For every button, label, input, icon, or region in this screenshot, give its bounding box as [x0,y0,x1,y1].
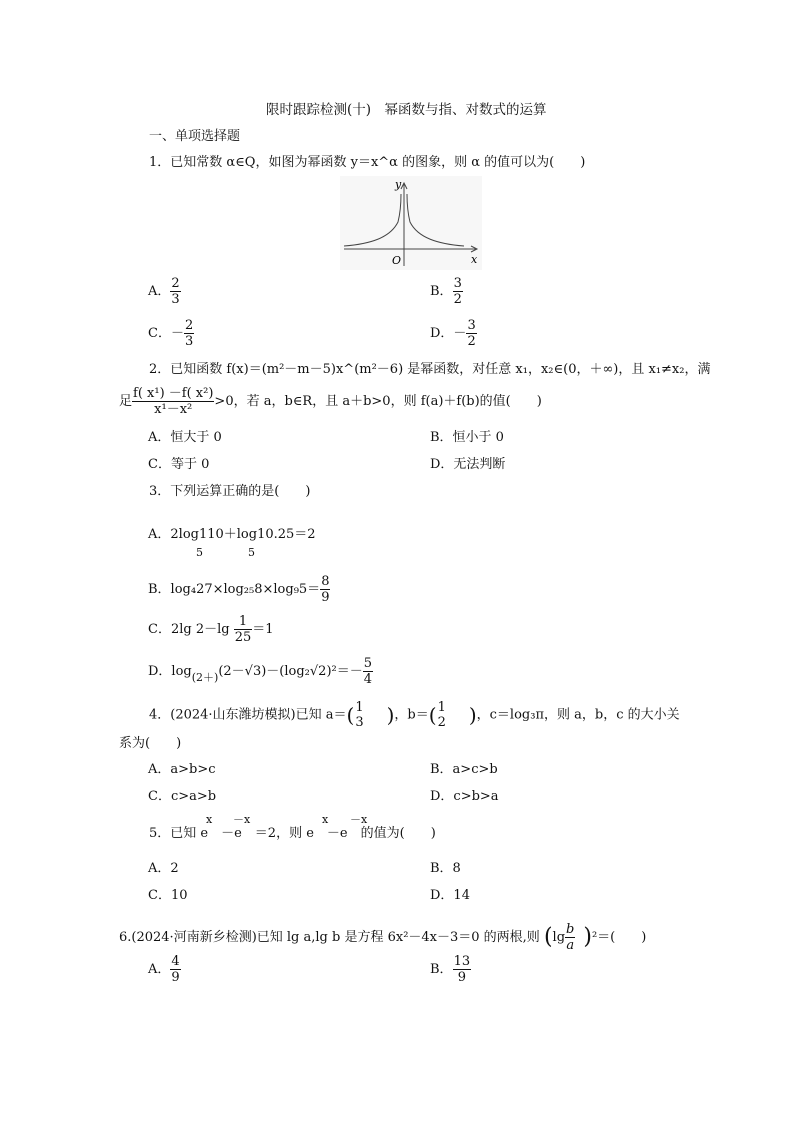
q1-d-num: 3 [467,318,476,333]
q6-option-b [430,954,471,985]
q2-option-b: B．恒小于 0 [430,430,504,445]
q2-option-c: C．等于 0 [148,457,210,472]
q3-b-den: 9 [321,590,330,605]
q3-c-post: ＝1 [252,622,274,637]
q3-option-d [148,656,373,687]
section-heading: 一、单项选择题 [149,129,241,144]
q1-option-c-prefix: C．－ [148,326,184,341]
q4-option-a: A．a>b>c [148,762,216,777]
q2-option-d: D．无法判断 [430,457,506,472]
q4-a-paren-open: ( [346,703,355,727]
q1-option-b-prefix: B． [430,284,453,299]
q3-d-fraction [363,656,373,687]
question-6-stem [119,922,646,953]
q3-a-subscript-2: 5 [248,546,255,559]
q6-a-num: 4 [171,954,180,969]
q3-b-text: B．log₄27×log₂₅8×log₉5＝ [148,582,321,597]
q4-b-fraction [437,700,447,730]
q6-option-b-fraction [453,954,472,985]
q5-expr1: e －e ＝2，则 [200,826,303,841]
question-5-stem [149,826,436,842]
q3-b-fraction [320,574,330,605]
q1-option-c [148,318,194,349]
q2-frac-den: x¹－x² [154,402,193,417]
q3-c-den: 25 [234,630,252,645]
q3-c-num: 1 [234,614,253,630]
q6-tail: ²＝( ) [591,930,647,945]
q4-option-b: B．a>c>b [430,762,498,777]
q3-d-subscript: (2＋) [191,671,219,684]
q5-expr2: e －e 的值为( ) [306,826,436,841]
q1-option-d-prefix: D．－ [430,326,467,341]
q6-option-a [148,954,181,985]
q1-option-d-fraction [466,318,476,349]
q2-frac-num: f( x¹) －f( x²) [133,386,214,401]
q6-frac-den: a [566,938,575,953]
q1-b-num: 3 [453,276,462,291]
q2-fraction [132,386,214,417]
question-4-line2: 系为( ) [119,736,182,751]
q5-option-c: C．10 [148,888,188,903]
q4-b-den: 2 [437,715,446,730]
q3-option-b [148,574,330,605]
q5-sup-negx-1: －x [233,813,251,826]
q5-sup-negx-2: －x [350,813,368,826]
q4-option-c: C．c>a>b [148,789,217,804]
q5-pre: 5．已知 [149,826,197,841]
q6-b-den: 9 [457,970,466,985]
q6-paren-open: ( [543,924,553,950]
q5-option-a: A．2 [148,861,179,876]
question-2-line2 [119,386,542,417]
graph-origin-label: O [392,254,402,267]
q6-option-a-prefix: A． [148,962,171,977]
q4-option-d: D．c>b>a [430,789,499,804]
q3-a-subscript-1: 5 [196,546,203,559]
q3-d-num: 5 [363,656,373,671]
q1-option-c-fraction [184,318,194,349]
q1-a-num: 2 [171,276,180,291]
q4-line1-post: ，c＝log₃π，则 a，b，c 的大小关 [476,707,680,723]
q6-fraction [565,922,575,953]
q5-sup-x-2: x [322,813,329,826]
q4-a-den: 3 [355,715,364,730]
q4-a-num: 1 [355,700,364,715]
q5-option-b: B．8 [430,861,461,876]
q4-b-num: 1 [437,700,446,715]
q3-d-den: 4 [363,672,373,687]
q3-c-fraction [234,614,253,645]
q6-b-num: 13 [453,954,471,969]
q1-c-num: 2 [184,318,194,333]
q3-d-pre: D．log [148,664,192,679]
q6-frac-num: b [566,922,575,937]
q1-a-den: 3 [171,292,180,307]
q2-option-a: A．恒大于 0 [148,430,222,445]
q2-line2-pre: 足 [119,394,133,409]
power-function-graph [340,176,482,270]
q4-line1-pre: 4．(2024·山东潍坊模拟)已知 a＝ [149,707,347,723]
q6-option-b-prefix: B． [430,962,453,977]
q4-b-paren-open: ( [428,703,437,727]
q5-option-d: D．14 [430,888,470,903]
q6-a-den: 9 [171,970,180,985]
q3-c-pre: C．2lg 2－lg [148,622,230,637]
q1-option-b-fraction [453,276,463,307]
q1-option-b [430,276,463,307]
q1-option-a-prefix: A． [148,284,171,299]
q3-option-a: A．2log110＋log10.25＝2 [148,527,316,542]
q1-b-den: 2 [453,292,462,307]
q1-option-d [430,318,477,349]
graph-x-label: x [471,253,478,266]
q6-lg: lg [552,930,566,945]
question-2-line1: 2．已知函数 f(x)＝(m²－m－5)x^(m²－6) 是幂函数，对任意 x₁，x₂∈(0，＋∞)，且 x₁≠x₂，满 [149,362,711,377]
question-3-stem: 3．下列运算正确的是( ) [149,484,311,499]
q4-mid1: ，b＝ [394,707,429,723]
q4-a-fraction [354,700,364,730]
q3-b-num: 8 [321,574,330,589]
q1-c-den: 3 [184,334,194,349]
q3-option-c [148,614,274,645]
q4-b-paren-close: ) [468,703,477,727]
q4-a-paren-close: ) [386,703,395,727]
q1-d-den: 2 [467,334,476,349]
q1-option-a-fraction [170,276,180,307]
page-title: 限时跟踪检测(十) 幂函数与指、对数式的运算 [266,102,547,118]
question-1-stem: 1．已知常数 α∈Q，如图为幂函数 y＝x^α 的图象，则 α 的值可以为( ) [149,155,586,170]
q6-option-a-fraction [170,954,180,985]
q2-line2-post: >0，若 a，b∈R，且 a＋b>0，则 f(a)＋f(b)的值( ) [214,394,542,409]
graph-y-label: y [395,178,402,191]
q3-d-mid: (2－√3)－(log₂√2)²＝－ [218,664,363,679]
q6-paren-close: ) [583,924,592,950]
question-4-line1 [149,700,680,730]
q1-option-a [148,276,181,307]
q6-stem-text: 6.(2024·河南新乡检测)已知 lg a,lg b 是方程 6x²－4x－3＝0 的两根,则 [119,930,540,945]
q5-sup-x-1: x [206,813,213,826]
